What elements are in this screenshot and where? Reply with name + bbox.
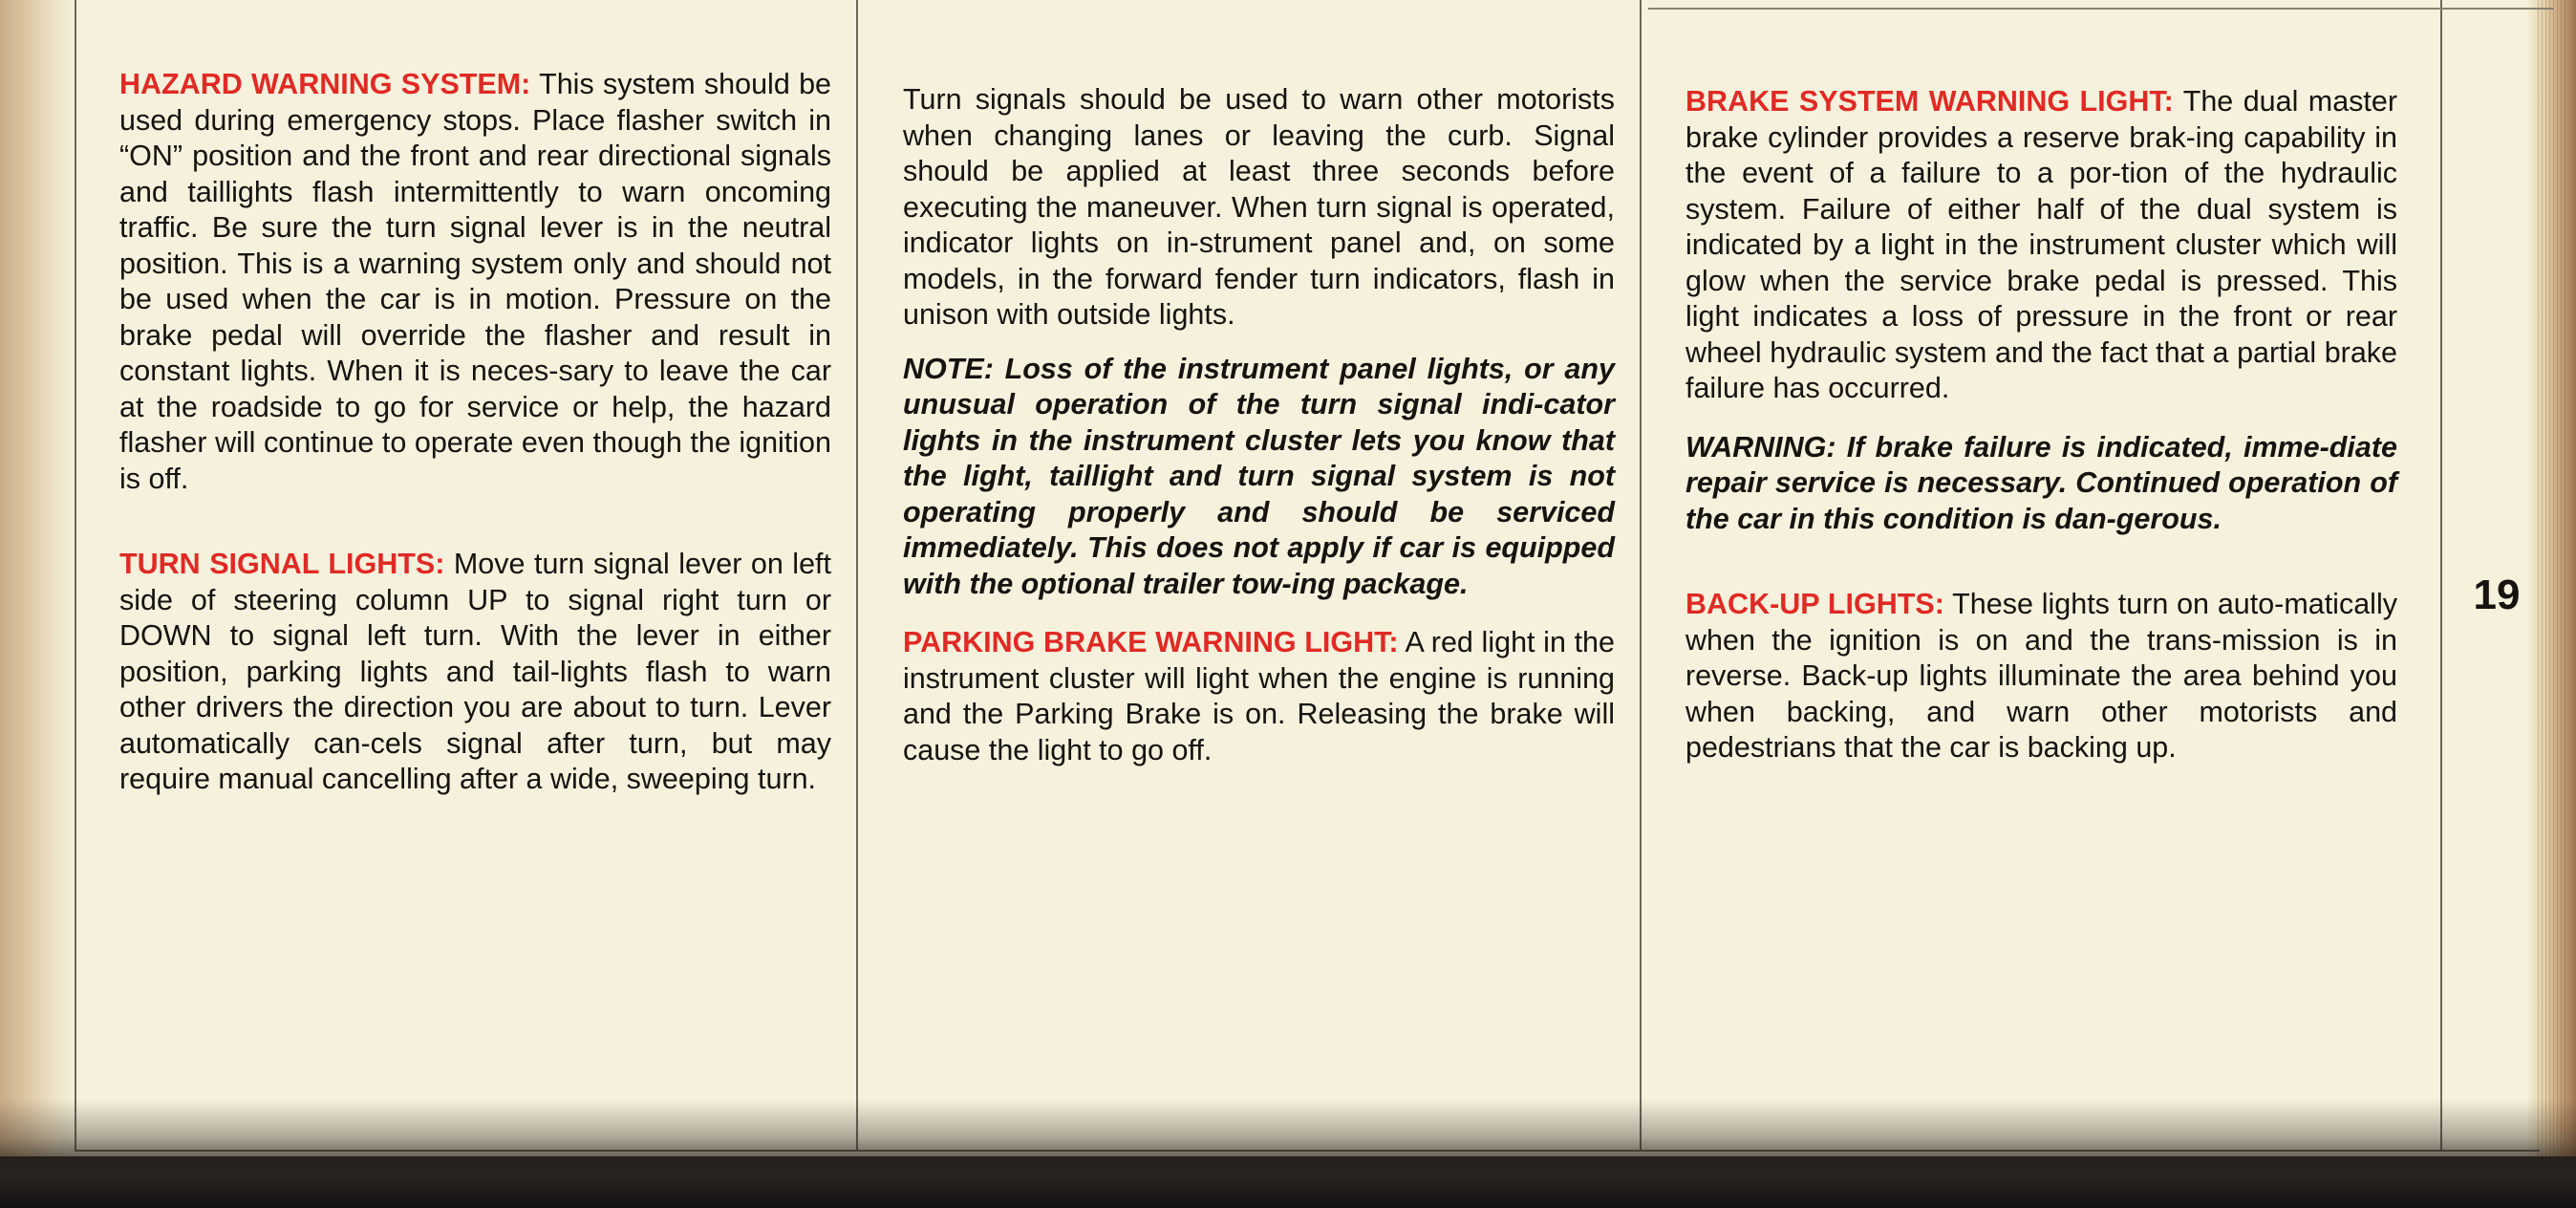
turn-signal-continued: Turn signals should be used to warn other motorists when changing lanes or leaving the curb. Signal should be applied at least three seconds before executing the maneuver. When turn signal is operated, indicator lights on in-strument panel and, on some models, in the forward fender turn indicators, flash in unison with outside lights. <box>903 83 1615 331</box>
back-up-lights-heading: BACK-UP LIGHTS: <box>1685 588 1944 620</box>
column-rule-1 <box>856 0 858 1152</box>
top-rule <box>1648 8 2554 10</box>
column-2 <box>903 82 1615 787</box>
column-rule-left <box>75 0 76 1152</box>
binding-shadow <box>0 0 76 1156</box>
column-rule-3 <box>2440 0 2442 1152</box>
brake-system-body: The dual master brake cylinder provides a reserve brak-ing capability in the event of a failure to a por-tion of the hydraulic system. Failure of either half of the dual system is indicated by a light in the instrument cluster which will glow when the service brake pedal is pressed. This light indicates a loss of pressure in the front or rear wheel hydraulic system and the fact that a partial brake failure has occurred. <box>1685 85 2397 404</box>
hazard-body: This system should be used during emergency stops. Place flasher switch in “ON” position and the front and rear directional signals and taillights flash intermittently to warn oncoming traffic. Be sure the turn signal lever is in the neutral position. This is a warning system only and should not be used when the car is in motion. Pressure on the brake pedal will override the flasher and result in constant lights. When it is neces-sary to leave the car at the roadside to go for service or help, the hazard flasher will continue to operate even though the ignition is off. <box>119 68 832 495</box>
brake-system-heading: BRAKE SYSTEM WARNING LIGHT: <box>1685 85 2174 118</box>
column-rule-2 <box>1640 0 1642 1152</box>
page-edge-lines <box>2538 0 2566 1156</box>
back-up-lights-body: These lights turn on auto-matically when the ignition is on and the trans-mission is in reverse. Back-up lights illuminate the area behind you when backing, and warn other motorists and pedestrians that the car is backing up. <box>1685 588 2397 764</box>
hazard-warning-section <box>119 67 831 497</box>
warning-paragraph: WARNING: If brake failure is indicated, imme-diate repair service is necessary. Continued operation of the car in this condition is dan-gerous. <box>1685 430 2397 535</box>
column-3 <box>1685 84 2397 785</box>
column-1 <box>119 67 831 816</box>
note-paragraph: NOTE: Loss of the instrument panel lights, or any unusual operation of the turn signal indi-cator lights in the instrument cluster lets you know that the light, taillight and turn signal system is not operating properly and should be serviced immediately. This does not apply if car is equipped with the optional trailer tow-ing package. <box>903 352 1615 600</box>
bottom-shadow <box>0 1099 2576 1208</box>
parking-brake-section <box>903 625 1615 768</box>
hazard-heading: HAZARD WARNING SYSTEM: <box>119 68 531 100</box>
turn-signal-body: Move turn signal lever on left side of steering column UP to signal right turn or DOWN to signal left turn. With the lever in either position, parking lights and tail-lights flash to warn other drivers the direction you are about to turn. Lever automatically can-cels signal after turn, but may require manual cancelling after a wide, sweeping turn. <box>119 548 831 795</box>
page-number: 19 <box>2473 572 2521 618</box>
turn-signal-heading: TURN SIGNAL LIGHTS: <box>119 548 445 580</box>
back-up-lights-section <box>1685 587 2397 766</box>
parking-brake-heading: PARKING BRAKE WARNING LIGHT: <box>903 626 1399 658</box>
brake-system-section <box>1685 84 2397 407</box>
parking-brake-body: A red light in the instrument cluster will light when the engine is running and the Parking Brake is on. Releasing the brake will cause the light to go off. <box>903 626 1615 766</box>
turn-signal-section <box>119 547 831 798</box>
